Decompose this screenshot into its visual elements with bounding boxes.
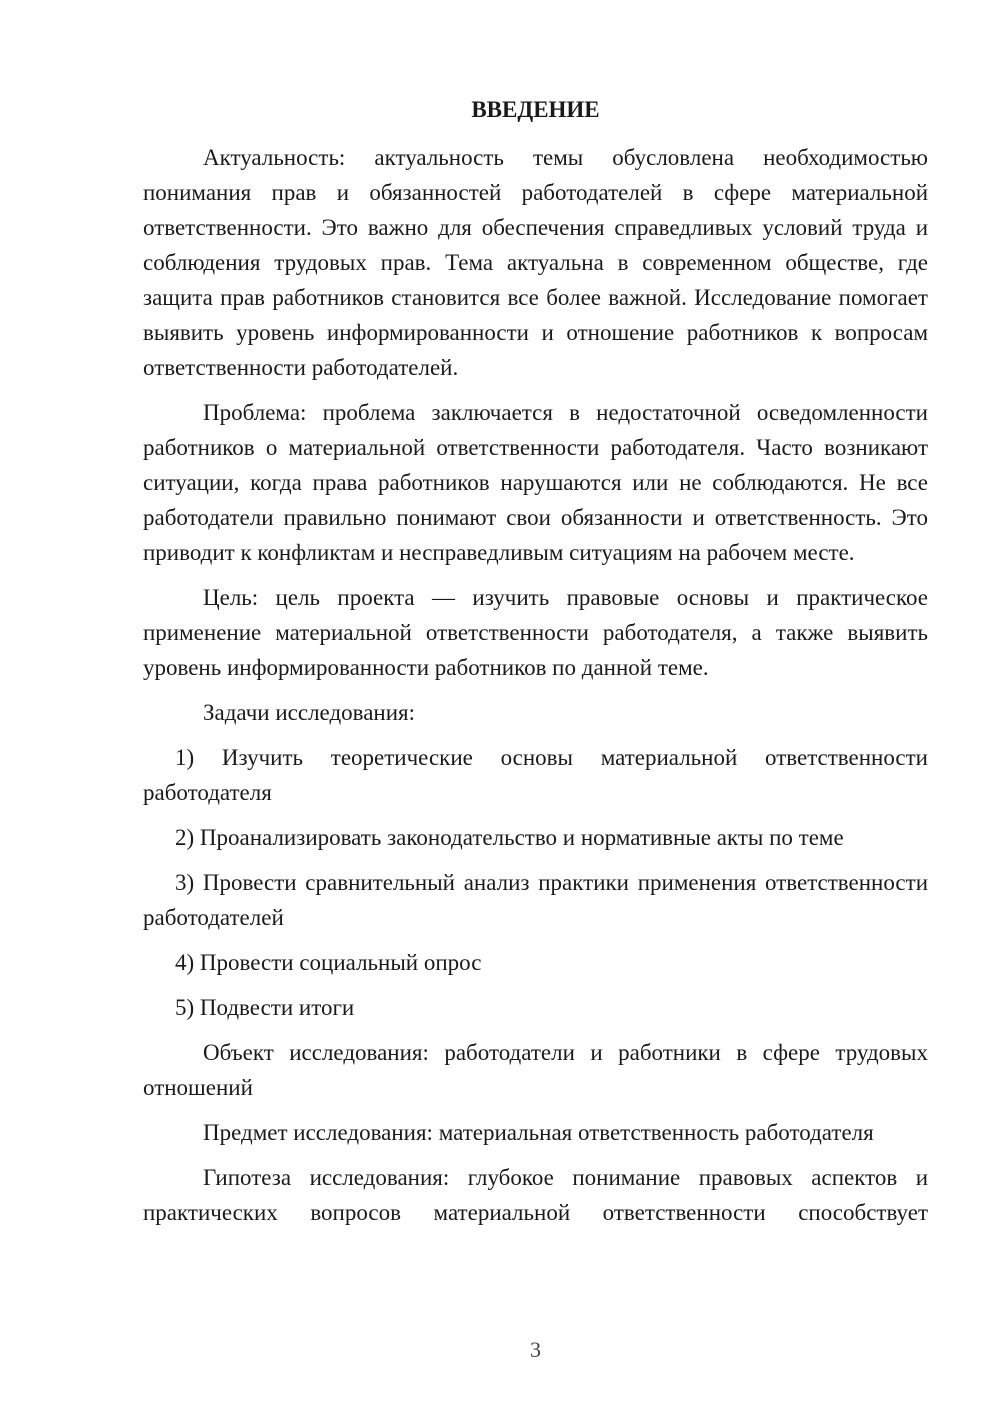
relevance-paragraph: Актуальность: актуальность темы обусловлена необходимостью понимания прав и обязанностей работодателей в сфере материальной ответственности. Это важно для обеспечения справедливых условий труда и соблюдения трудовых прав. Тема актуальна в современном обществе, где защита прав работников становится все более важной. Исследование помогает выявить уровень информированности и отношение работников к вопросам ответственности работодателей. — [143, 145, 928, 380]
tasks-heading: Задачи исследования: — [203, 700, 416, 725]
section-title: ВВЕДЕНИЕ — [471, 97, 600, 122]
document-body — [143, 92, 928, 1240]
task-item: 1) Изучить теоретические основы материальной ответственности работодателя — [143, 745, 928, 805]
task-item: 5) Подвести итоги — [175, 995, 355, 1020]
object-paragraph: Объект исследования: работодатели и работники в сфере трудовых отношений — [143, 1040, 928, 1100]
subject-paragraph: Предмет исследования: материальная ответственность работодателя — [203, 1120, 874, 1145]
goal-paragraph: Цель: цель проекта — изучить правовые основы и практическое применение материальной ответственности работодателя, а также выявить уровень информированности работников по данной теме. — [143, 585, 928, 680]
task-item: 4) Провести социальный опрос — [175, 950, 482, 975]
task-item: 3) Провести сравнительный анализ практики применения ответственности работодателей — [143, 870, 928, 930]
page-number: 3 — [530, 1337, 541, 1362]
problem-paragraph: Проблема: проблема заключается в недостаточной осведомленности работников о материальной ответственности работодателя. Часто возникают ситуации, когда права работников нарушаются или не соблюдаются. Не все работодатели правильно понимают свои обязанности и ответственность. Это приводит к конфликтам и несправедливым ситуациям на рабочем месте. — [143, 400, 928, 565]
task-item: 2) Проанализировать законодательство и нормативные акты по теме — [175, 825, 844, 850]
hypothesis-paragraph: Гипотеза исследования: глубокое понимание правовых аспектов и практических вопросов материальной ответственности способствует — [143, 1165, 928, 1225]
